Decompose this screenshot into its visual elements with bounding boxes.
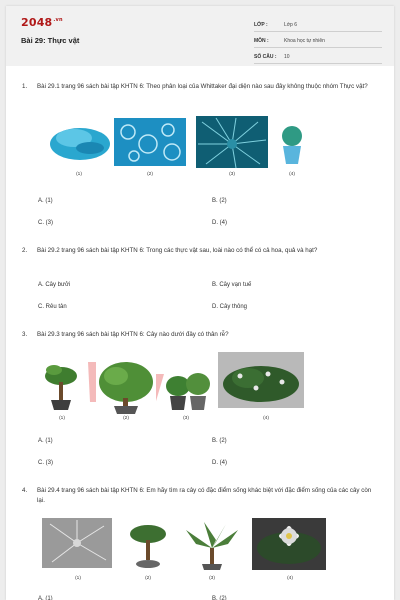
- sea-anemone-image: [196, 116, 268, 168]
- water-lily-image: [252, 518, 326, 570]
- q4-option-a[interactable]: A. (1): [38, 596, 53, 600]
- q1-option-b[interactable]: B. (2): [212, 198, 227, 204]
- caption-1-4: (4): [289, 172, 295, 177]
- caption-1-2: (2): [147, 172, 153, 177]
- algae-bubbles-image: [114, 118, 186, 166]
- q3-option-b[interactable]: B. (2): [212, 438, 227, 444]
- q4-option-b[interactable]: B. (2): [212, 596, 227, 600]
- caption-4-4: (4): [287, 576, 293, 581]
- q2-option-a[interactable]: A. Cây bưởi: [38, 282, 71, 288]
- small-tree-image: [126, 520, 170, 570]
- meta-panel: [254, 18, 382, 66]
- q3-option-c[interactable]: C. (3): [38, 460, 53, 466]
- caption-3-3: (3): [183, 416, 189, 421]
- potted-ferns-image: [164, 368, 212, 414]
- caption-3-1: (1): [59, 416, 65, 421]
- q2-option-c[interactable]: C. Rêu tản: [38, 304, 67, 310]
- shrub-plant-image: [96, 356, 156, 416]
- meta-row-subject: MÔN : Khoa học tự nhiên: [254, 34, 382, 48]
- flowering-bush-image: [218, 352, 304, 408]
- caption-1-1: (1): [76, 172, 82, 177]
- palm-plant-image: [182, 520, 242, 570]
- q2-option-d[interactable]: D. Cây thông: [212, 304, 248, 310]
- q2-option-b[interactable]: B. Cây vạn tuế: [212, 282, 252, 288]
- q3-option-d[interactable]: D. (4): [212, 460, 227, 466]
- moss-plant-image: [42, 518, 112, 568]
- caption-4-1: (1): [75, 576, 81, 581]
- caption-3-4: (4): [263, 416, 269, 421]
- meta-row-grade: LỚP : Lớp 6: [254, 18, 382, 32]
- meta-row-count: SỐ CÂU : 10: [254, 50, 382, 64]
- caption-1-3: (3): [229, 172, 235, 177]
- potted-cactus-image: [278, 120, 306, 166]
- caption-4-3: (3): [209, 576, 215, 581]
- bonsai-tree-image: [42, 358, 80, 414]
- q1-option-c[interactable]: C. (3): [38, 220, 53, 226]
- q1-option-d[interactable]: D. (4): [212, 220, 227, 226]
- q1-option-a[interactable]: A. (1): [38, 198, 53, 204]
- worksheet-header: [6, 6, 394, 66]
- caption-3-2: (2): [123, 416, 129, 421]
- caption-4-2: (2): [145, 576, 151, 581]
- worksheet-page: $2048^{.vn}$ Bài 29: Thực vật LỚP : Lớp 6 MÔN : Khoa học tự nhiên SỐ CÂU : 10 1. Bài 29.1 trang 96 sách bài tập KHTN 6: Theo phân loại của Whittaker đại diện nào sau đây không thuộc nhóm Thực vật? (1) (2) (3) (4) A. (1) B. (2) C. (3) D. (4) 2. Bài 29.2 trang 96 sách bài tập KHTN 6: Trong các thực vật sau, loài nào có thể có cả hoa, quả và hạt? A. Cây bưởi B. Cây vạn tuế C. Rêu tản D. Cây thông 3. Bài 29.3 trang 96 sách bài tập KHTN 6: Cây nào dưới đây có thân rễ? (1) (2) (3) (4) A. (1) B. (2) C. (3) D. (4) 4. Bài 29.4 trang 96 sách bài tập KHTN 6: Em hãy tìm ra cây có đặc điểm sống khác biệt với đặc điểm sống của các cây còn lại. (1) (2) (3) (4) A. (1) B. (2): [6, 6, 394, 600]
- site-logo[interactable]: $2048^{.vn}$: [21, 16, 63, 29]
- coral-image: [44, 118, 114, 166]
- lesson-title: Bài 29: Thực vật: [21, 36, 80, 45]
- q3-option-a[interactable]: A. (1): [38, 438, 53, 444]
